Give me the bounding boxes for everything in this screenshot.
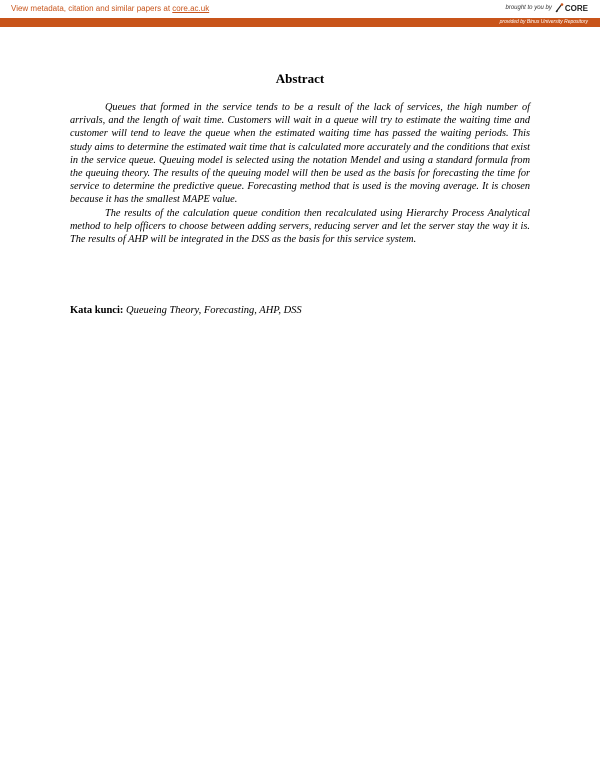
brought-by-label: brought to you by [505,5,552,11]
core-metadata-notice [11,4,209,13]
provider-strip [0,18,600,27]
abstract-title: Abstract [275,71,325,86]
abstract-paragraph-2: The results of the calculation queue condition then recalculated using Hierarchy Process Analytical method to help officers to choose between adding servers, reducing server and let the server stay the way it is. The results of AHP will be integrated in the DSS as the basis for this service system. [70,207,530,246]
provided-by-text[interactable]: provided by Binus University Repository [499,19,588,25]
core-logo-word: CORE [564,3,588,13]
core-logo[interactable] [555,3,588,13]
core-ac-uk-link[interactable]: core.ac.uk [172,4,210,13]
keywords-values: Queueing Theory, Forecasting, AHP, DSS [126,305,302,316]
core-logo-icon [555,3,564,13]
keywords-line [70,305,302,316]
abstract-body [70,101,530,246]
core-link-prefix: View metadata, citation and similar papers at [11,4,173,13]
abstract-paragraph-1: Queues that formed in the service tends to be a result of the lack of services, the high number of arrivals, and the length of wait time. Customers will wait in a queue will try to estimate the waiting time and customer will tend to leave the queue when the estimated waiting time has passed the waiting periods. This study aims to determine the estimated wait time that is calculated more accurately and the conditions that exist in the service queue. Queuing model is selected using the notation Mendel and using a standard formula from the queuing theory. The results of the queuing model will then be used as the basis for forecasting the time for service to determine the predictive queue. Forecasting method that is used is the moving average. It is chosen because it has the smallest MAPE value. [70,102,530,206]
core-banner [0,0,600,18]
keywords-label: Kata kunci: [70,305,124,316]
brought-to-you-by [506,3,589,13]
